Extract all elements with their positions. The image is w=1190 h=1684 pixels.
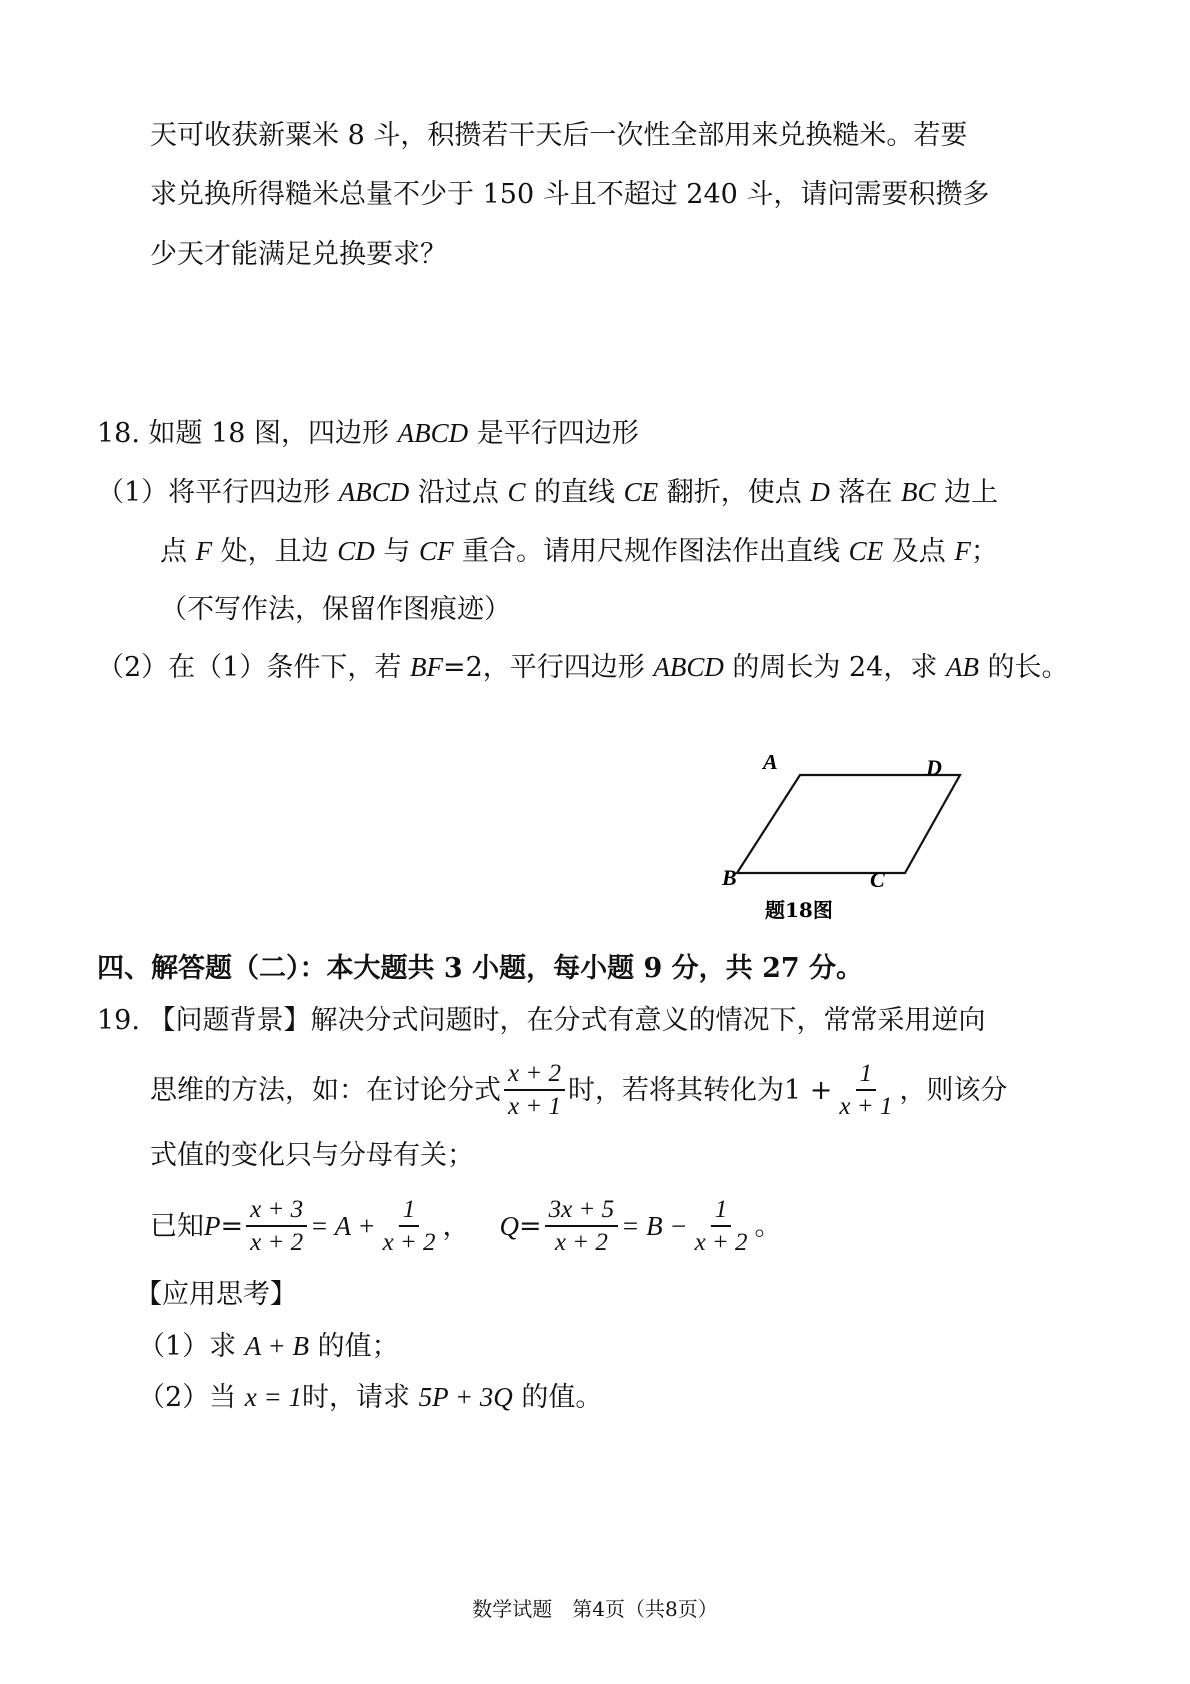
fraction-q <box>545 1197 618 1255</box>
equals-b-minus: = B − <box>621 1210 688 1241</box>
q18-p1l1-seg: 落在 <box>829 477 901 508</box>
q18-p1l2-seg: ； <box>970 536 998 567</box>
equals-sign: = <box>220 1210 244 1242</box>
q18-p1l1-var: C <box>507 477 526 507</box>
q19-background: 【问题背景】解决分式问题时，在分式有意义的情况下，常常采用逆向 <box>148 1005 986 1036</box>
q18-p1l2-seg: 点 <box>160 536 196 567</box>
q18-intro-tail: 是平行四边形 <box>468 418 639 449</box>
q18-p2-var: AB <box>945 652 979 682</box>
q19-sub-2 <box>138 1384 602 1411</box>
q18-figure <box>720 755 1020 955</box>
q18-part1-line1 <box>97 479 998 506</box>
q18-part1-line2 <box>160 538 998 565</box>
p-variable: P <box>204 1210 221 1241</box>
fraction-denominator: x + 2 <box>694 1229 748 1256</box>
fraction-1-over-x1 <box>835 1061 896 1119</box>
equals-a-plus: = A + <box>310 1210 376 1241</box>
fraction-p <box>246 1197 307 1255</box>
q18-p2-seg: 的周长为 24，求 <box>723 652 946 683</box>
figure-caption: 题18图 <box>765 898 833 922</box>
sub1-text: 的值； <box>308 1331 399 1362</box>
q18-p1l2-seg: 处，且边 <box>212 536 338 567</box>
fraction-denominator: x + 1 <box>508 1093 561 1120</box>
q18-p1l2-var: F <box>195 536 213 566</box>
q17-line-2: 求兑换所得糙米总量不少于 150 斗且不超过 240 斗，请问需要积攒多 <box>150 179 990 210</box>
sub1-text: （1）求 <box>138 1331 245 1362</box>
q19-line2-text: 思维的方法，如：在讨论分式 <box>150 1074 501 1106</box>
sub2-expr: 5P + 3Q <box>418 1382 513 1412</box>
q-variable: Q <box>499 1210 520 1241</box>
q18-p1l1-var: ABCD <box>338 477 410 507</box>
q18-intro-abcd: ABCD <box>397 418 469 448</box>
q19-line2-text: 时，若将其转化为1 + <box>567 1074 833 1106</box>
q18-p1l2-var: CE <box>848 536 884 566</box>
q18-p1l1-var: D <box>810 477 830 507</box>
known-label: 已知 <box>150 1210 204 1242</box>
q18-p1l1-seg: 翻折，使点 <box>658 477 811 508</box>
q19-number: 19. <box>97 1005 140 1036</box>
fraction-numerator: 1 <box>399 1197 420 1227</box>
sub2-text: 的值。 <box>512 1382 603 1413</box>
q18-p1l2-var: F <box>954 536 971 566</box>
sub2-condition: x = 1 <box>244 1382 302 1412</box>
apply-heading: 【应用思考】 <box>135 1279 297 1310</box>
fraction-x2-over-x1 <box>504 1061 565 1119</box>
fraction-a <box>379 1197 440 1255</box>
fraction-numerator: 3x + 5 <box>545 1197 618 1227</box>
q17-line-1: 天可收获新粟米 8 斗，积攒若干天后一次性全部用来兑换糙米。若要 <box>150 120 968 151</box>
page-footer: 数学试题 第4页（共8页） <box>472 1597 718 1621</box>
q18-part1-line3: （不写作法，保留作图痕迹） <box>160 594 511 625</box>
q18-p1l1-var: CE <box>623 477 659 507</box>
q18-intro-text: 18. 如题 18 图，四边形 <box>97 418 398 449</box>
fraction-numerator: x + 2 <box>504 1061 565 1091</box>
fraction-b <box>691 1197 752 1255</box>
equals-sign: = <box>519 1210 542 1242</box>
fraction-denominator: x + 1 <box>839 1093 893 1120</box>
fraction-denominator: x + 2 <box>554 1229 608 1256</box>
section-4-heading: 四、解答题（二）：本大题共 3 小题，每小题 9 分，共 27 分。 <box>97 953 864 984</box>
fraction-numerator: x + 3 <box>246 1197 307 1227</box>
parallelogram-diagram <box>720 755 1020 955</box>
q18-p1l2-var: CF <box>418 536 454 566</box>
fraction-denominator: x + 2 <box>382 1229 436 1256</box>
q19-line-2 <box>150 1058 1007 1122</box>
q18-p1l1-var: BC <box>900 477 936 507</box>
q18-p2-seg: （2）在（1）条件下，若 <box>97 652 410 683</box>
fraction-denominator: x + 2 <box>250 1229 304 1256</box>
q18-p1l1-seg: 沿过点 <box>409 477 508 508</box>
q18-p1l2-seg: 重合。请用尺规作图法作出直线 <box>453 536 849 567</box>
q18-part2 <box>97 654 1069 681</box>
sub2-text: 时，请求 <box>301 1382 419 1413</box>
sub2-text: （2）当 <box>138 1382 245 1413</box>
vertex-label-a: A <box>763 755 778 774</box>
q18-p2-var: BF <box>409 652 443 682</box>
q19-line-1 <box>97 1007 986 1034</box>
q19-line2-text: ，则该分 <box>899 1074 1008 1106</box>
fraction-numerator: 1 <box>711 1197 732 1227</box>
vertex-label-c: C <box>870 867 885 892</box>
fraction-numerator: 1 <box>856 1061 877 1091</box>
vertex-label-d: D <box>926 755 942 780</box>
q19-known <box>150 1194 782 1258</box>
q18-intro <box>97 420 639 447</box>
q18-p2-var: ABCD <box>653 652 724 682</box>
sub1-expr: A + B <box>244 1331 309 1361</box>
q18-p2-seg: =2，平行四边形 <box>442 652 654 683</box>
q18-p1l2-var: CD <box>337 536 375 566</box>
separator-comma: ， <box>442 1210 470 1242</box>
q18-p1l2-seg: 与 <box>374 536 419 567</box>
q18-p2-seg: 的长。 <box>978 652 1069 683</box>
q18-p1l1-seg: （1）将平行四边形 <box>97 477 339 508</box>
parallelogram-abcd <box>737 775 960 873</box>
q18-p1l1-seg: 的直线 <box>525 477 624 508</box>
end-period: 。 <box>754 1210 782 1242</box>
q19-line-3: 式值的变化只与分母有关； <box>150 1140 474 1171</box>
vertex-label-b: B <box>722 865 737 890</box>
q19-sub-1 <box>138 1333 399 1360</box>
q18-p1l1-seg: 边上 <box>935 477 999 508</box>
q17-line-3: 少天才能满足兑换要求？ <box>150 239 447 270</box>
q18-p1l2-seg: 及点 <box>883 536 955 567</box>
